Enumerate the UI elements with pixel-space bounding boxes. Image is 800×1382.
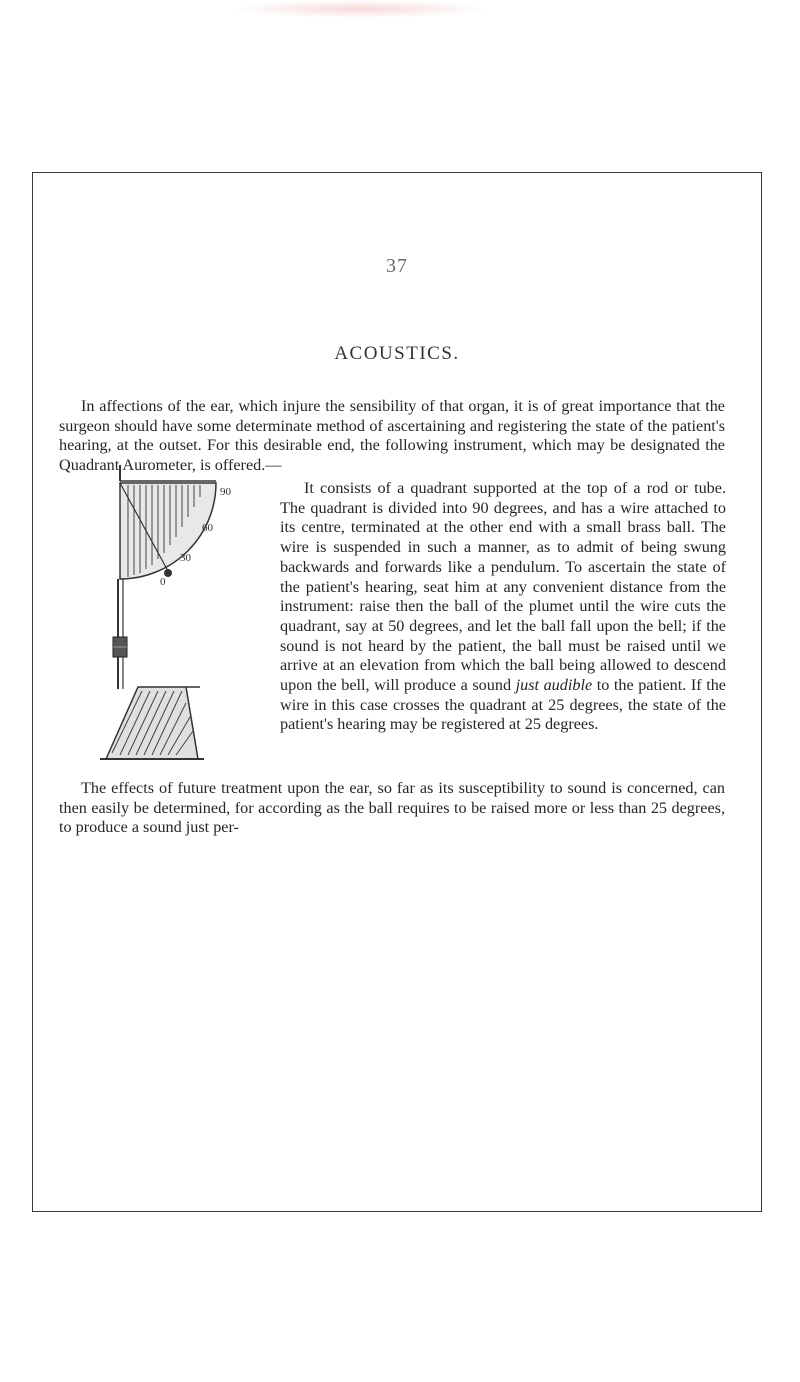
quadrant-aurometer-figure: [98, 461, 293, 761]
paragraph-effects: The effects of future treatment upon the ear, so far as its susceptibility to sound is concerned, can then easily be determined, for according as the ball requires to be raised more or less than 25 degrees, to produce a sound just per-: [59, 779, 725, 837]
paragraph-description-italic: just audible: [515, 676, 593, 695]
label-90: 90: [220, 486, 231, 498]
scan-smudge: [230, 0, 490, 18]
support-rod: [113, 579, 127, 689]
label-0: 0: [160, 576, 166, 588]
paragraph-description-text-2: to the patient. If the wire in this case crosses the quadrant at 25 degrees, the state of the patient's hearing may be registered at 25 degrees.: [280, 676, 726, 734]
paragraph-description: [280, 479, 726, 735]
page-number: 37: [386, 255, 408, 277]
label-30: 30: [180, 552, 191, 564]
paragraph-intro: In affections of the ear, which injure the sensibility of that organ, it is of great importance that the surgeon should have some determinate method of ascertaining and registering the state of the patient's hearing, at the outset. For this desirable end, the following instrument, which may be designated the Quadrant Aurometer, is offered.—: [59, 397, 725, 474]
page-heading: ACOUSTICS.: [334, 343, 460, 364]
book-page: [32, 172, 762, 1212]
bell-base: [100, 687, 204, 759]
paragraph-description-text-1: It consists of a quadrant supported at the top of a rod or tube. The quadrant is divided into 90 degrees, and has a wire attached to its centre, terminated at the other end with a small brass ball. The wire is suspended in such a manner, as to admit of being swung backwards and forwards like a pendulum. To ascertain the state of the patient's hearing, seat him at any convenient distance from the instrument: raise then the ball of the plumet until the wire cuts the quadrant, say at 50 degrees, and let the ball fall upon the bell; if the sound is not heard by the patient, the ball must be raised until we arrive at an elevation from which the ball being allowed to descend upon the bell, will produce a sound: [280, 479, 726, 695]
label-60: 60: [202, 522, 213, 534]
